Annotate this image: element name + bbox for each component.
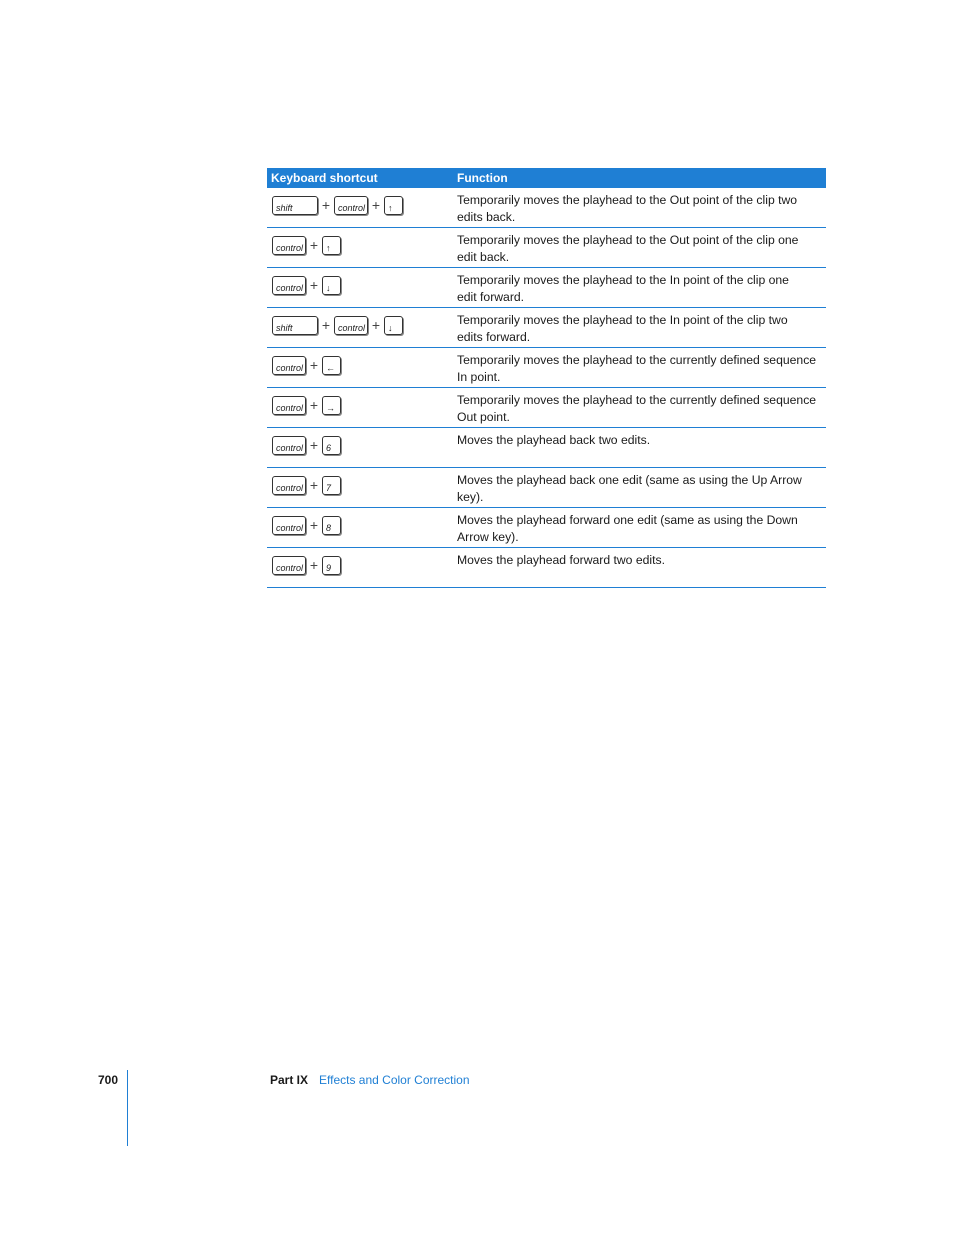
keycap-label: shift — [276, 203, 293, 213]
plus-sign: + — [309, 517, 319, 533]
keycap-control — [334, 196, 368, 215]
table-body — [267, 188, 826, 588]
keycap-label: 9 — [326, 563, 332, 573]
keycap-label: 6 — [326, 443, 332, 453]
keycap-symbol — [322, 516, 341, 535]
keycap-label: control — [276, 563, 304, 573]
header-keyboard-shortcut: Keyboard shortcut — [271, 171, 378, 185]
keycap-symbol — [322, 276, 341, 295]
shortcut-keys — [267, 388, 453, 427]
table-row — [267, 508, 826, 548]
keycap-label: control — [276, 403, 304, 413]
table-row — [267, 548, 826, 588]
shortcut-keys — [267, 188, 453, 227]
keycap-label: control — [276, 363, 304, 373]
keycap-label: control — [338, 203, 366, 213]
shortcut-keys — [267, 548, 453, 587]
keycap-label: → — [326, 403, 335, 413]
keycap-label: ↓ — [388, 323, 393, 333]
keycap-label: ↑ — [388, 203, 393, 213]
keycap-label: control — [276, 443, 304, 453]
plus-sign: + — [371, 317, 381, 333]
function-description: Moves the playhead forward one edit (same as using the Down Arrow key). — [457, 513, 798, 544]
keycap-control — [272, 396, 306, 415]
plus-sign: + — [309, 397, 319, 413]
keycap-label: ← — [326, 363, 335, 373]
keycap-label: 8 — [326, 523, 332, 533]
keycap-label: ↑ — [326, 243, 331, 253]
keycap-label: control — [338, 323, 366, 333]
plus-sign: + — [309, 277, 319, 293]
keycap-control — [272, 556, 306, 575]
table-row — [267, 348, 826, 388]
keycap-control — [272, 436, 306, 455]
table-row — [267, 268, 826, 308]
function-description: Moves the playhead back one edit (same as using the Up Arrow key). — [457, 473, 802, 504]
keycap-control — [272, 356, 306, 375]
table-row — [267, 468, 826, 508]
plus-sign: + — [309, 357, 319, 373]
keycap-symbol — [384, 316, 403, 335]
keycap-control — [272, 276, 306, 295]
function-description: Temporarily moves the playhead to the currently defined sequence In point. — [457, 353, 817, 384]
shortcut-keys — [267, 308, 453, 347]
keycap-symbol — [322, 476, 341, 495]
keycap-control — [272, 516, 306, 535]
table-row — [267, 388, 826, 428]
keycap-symbol — [322, 556, 341, 575]
keycap-symbol — [384, 196, 403, 215]
keycap-label: control — [276, 243, 304, 253]
plus-sign: + — [309, 437, 319, 453]
keycap-symbol — [322, 436, 341, 455]
footer-part: Part IX — [270, 1073, 309, 1087]
keycap-shift — [272, 316, 318, 335]
page-number: 700 — [98, 1073, 119, 1087]
shortcut-keys — [267, 508, 453, 547]
function-description: Temporarily moves the playhead to the Out point of the clip two edits back. — [457, 193, 798, 224]
keycap-shift — [272, 196, 318, 215]
shortcut-table — [267, 168, 826, 588]
keycap-label: control — [276, 483, 304, 493]
plus-sign: + — [309, 557, 319, 573]
table-row — [267, 308, 826, 348]
keycap-symbol — [322, 356, 341, 375]
keycap-label: shift — [276, 323, 293, 333]
keycap-label: control — [276, 523, 304, 533]
function-description: Temporarily moves the playhead to the In point of the clip one edit forward. — [457, 273, 789, 304]
shortcut-keys — [267, 348, 453, 387]
table-row — [267, 188, 826, 228]
shortcut-keys — [267, 268, 453, 307]
keycap-control — [272, 236, 306, 255]
keycap-control — [272, 476, 306, 495]
function-description: Temporarily moves the playhead to the Out point of the clip one edit back. — [457, 233, 799, 264]
plus-sign: + — [371, 197, 381, 213]
keycap-symbol — [322, 396, 341, 415]
function-description: Moves the playhead back two edits. — [457, 433, 651, 447]
footer-chapter-link[interactable]: Effects and Color Correction — [319, 1073, 470, 1087]
keycap-label: 7 — [326, 483, 332, 493]
shortcut-keys — [267, 228, 453, 267]
plus-sign: + — [321, 197, 331, 213]
plus-sign: + — [309, 237, 319, 253]
footer-divider — [127, 1070, 128, 1146]
function-description: Temporarily moves the playhead to the In point of the clip two edits forward. — [457, 313, 788, 344]
shortcut-keys — [267, 468, 453, 507]
table-row — [267, 428, 826, 468]
keycap-label: ↓ — [326, 283, 331, 293]
function-description: Temporarily moves the playhead to the currently defined sequence Out point. — [457, 393, 817, 424]
plus-sign: + — [321, 317, 331, 333]
plus-sign: + — [309, 477, 319, 493]
shortcut-keys — [267, 428, 453, 467]
function-description: Moves the playhead forward two edits. — [457, 553, 665, 567]
keycap-label: control — [276, 283, 304, 293]
table-row — [267, 228, 826, 268]
keycap-symbol — [322, 236, 341, 255]
table-header — [267, 168, 826, 188]
header-function: Function — [457, 171, 508, 185]
keycap-control — [334, 316, 368, 335]
